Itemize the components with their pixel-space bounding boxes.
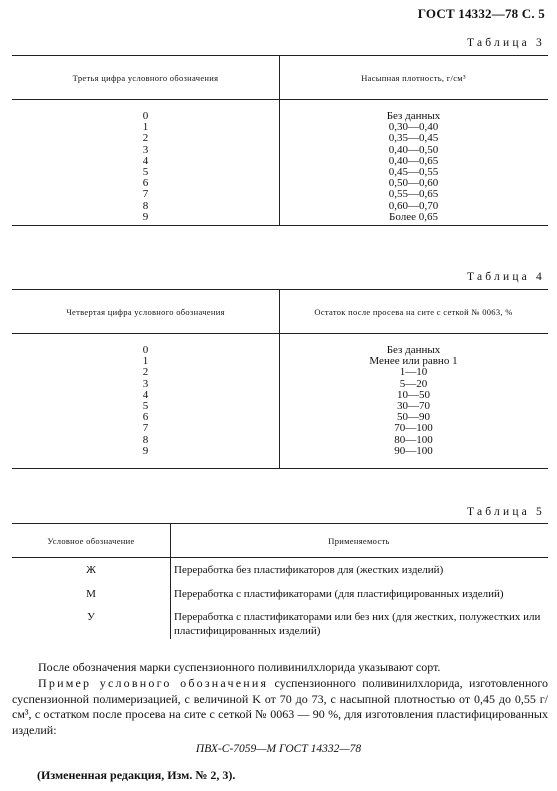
table5-caption: Таблица 5	[467, 506, 545, 518]
table3-digit: 5	[142, 166, 149, 179]
table4-value-column	[279, 345, 548, 457]
table4-digit: 8	[142, 433, 149, 446]
table3-digit: 6	[142, 177, 149, 190]
table4-digit: 5	[142, 400, 149, 413]
table4-value: Без данных	[386, 344, 441, 356]
designation-example: ПВХ-С-7059—М ГОСТ 14332—78	[195, 743, 362, 755]
table3-digit: 3	[142, 143, 149, 156]
table3-digit-column	[12, 111, 279, 223]
table3-value: Более 0,65	[389, 210, 438, 223]
table4-digit-column	[12, 345, 279, 457]
table4-digit: 7	[142, 422, 149, 435]
table3-col1-header: Третья цифра условного обозначения	[72, 72, 219, 83]
table5-code: У	[87, 611, 95, 623]
table4-digit: 0	[142, 344, 149, 356]
table4-digit: 9	[142, 444, 149, 457]
table5-text: Переработка с пластификаторами (для пластифицированных изделий)	[174, 587, 504, 600]
table3-value-column	[279, 111, 548, 223]
table3-digit: 4	[142, 154, 149, 167]
example-body: суспензионного поливинилхлорида, изготовленного суспензионной полимеризацией, с величиной K от 70 до 73, с насыпной плотностью от 0,45 до 0,55 г/см³, с остатком после просева на сите с сеткой № 0063 — 90 %, для изготовления пластифицированных изделий:	[12, 676, 548, 737]
table3-digit: 2	[142, 132, 149, 145]
table4-value: 10—50	[397, 388, 430, 401]
table3	[12, 55, 548, 226]
table3-digit: 8	[142, 199, 149, 212]
table3-digit: 9	[142, 210, 149, 223]
table3-value: 0,35—0,45	[388, 132, 439, 145]
table4	[12, 289, 548, 469]
table4-value: 70—100	[394, 422, 433, 435]
table3-caption: Таблица 3	[467, 37, 545, 49]
table4-digit: 1	[142, 355, 149, 368]
amendment-note: (Измененная редакция, Изм. № 2, 3).	[37, 768, 236, 782]
table3-digit: 0	[142, 110, 149, 122]
table4-value: 30—70	[397, 400, 430, 413]
table4-digit: 3	[142, 377, 149, 390]
table3-value: 0,45—0,55	[388, 166, 439, 179]
table5-text: Переработка с пластификаторами или без них (для жестких, полужестких или пластифицированных изделий)	[174, 611, 541, 637]
paragraph-sort: После обозначения марки суспензионного поливинилхлорида указывают сорт.	[38, 660, 441, 674]
table5-row	[12, 588, 548, 602]
table5-code: М	[86, 587, 96, 600]
table3-value: 0,60—0,70	[388, 199, 439, 212]
table3-value: 0,30—0,40	[388, 121, 439, 134]
table5-col1-header: Условное обозначение	[47, 535, 135, 546]
table4-value: Менее или равно 1	[369, 355, 458, 368]
table4-value: 90—100	[394, 444, 433, 457]
table4-digit: 6	[142, 411, 149, 424]
table4-col2-header: Остаток после просева на сите с сеткой № 0063, %	[314, 306, 513, 317]
table5-col2-header: Применяемость	[328, 535, 390, 546]
table3-value: 0,55—0,65	[388, 188, 439, 201]
table3-digit: 7	[142, 188, 149, 201]
table4-digit: 2	[142, 366, 149, 379]
table3-value: 0,40—0,65	[388, 154, 439, 167]
table5-text: Переработка без пластификаторов для (жестких изделий)	[174, 564, 444, 576]
table4-col1-header: Четвертая цифра условного обозначения	[66, 306, 225, 317]
table4-value: 5—20	[399, 377, 428, 390]
table4-caption: Таблица 4	[467, 271, 545, 283]
table4-value: 1—10	[399, 366, 428, 379]
table3-col2-header: Насыпная плотность, г/см³	[361, 72, 466, 83]
table4-value: 50—90	[397, 411, 430, 424]
table5-code: Ж	[86, 564, 96, 576]
table4-digit: 4	[142, 388, 149, 401]
example-heading: Пример условного обозначения	[38, 676, 269, 690]
table3-value: 0,50—0,60	[388, 177, 439, 190]
paragraph-example	[12, 676, 548, 738]
table5-row	[12, 611, 548, 638]
table3-digit: 1	[142, 121, 149, 134]
table4-value: 80—100	[394, 433, 433, 446]
table5-row	[12, 564, 548, 578]
table5	[12, 523, 548, 638]
table3-value: 0,40—0,50	[388, 143, 439, 156]
page-header: ГОСТ 14332—78 С. 5	[417, 6, 545, 21]
table3-value: Без данных	[386, 110, 441, 122]
